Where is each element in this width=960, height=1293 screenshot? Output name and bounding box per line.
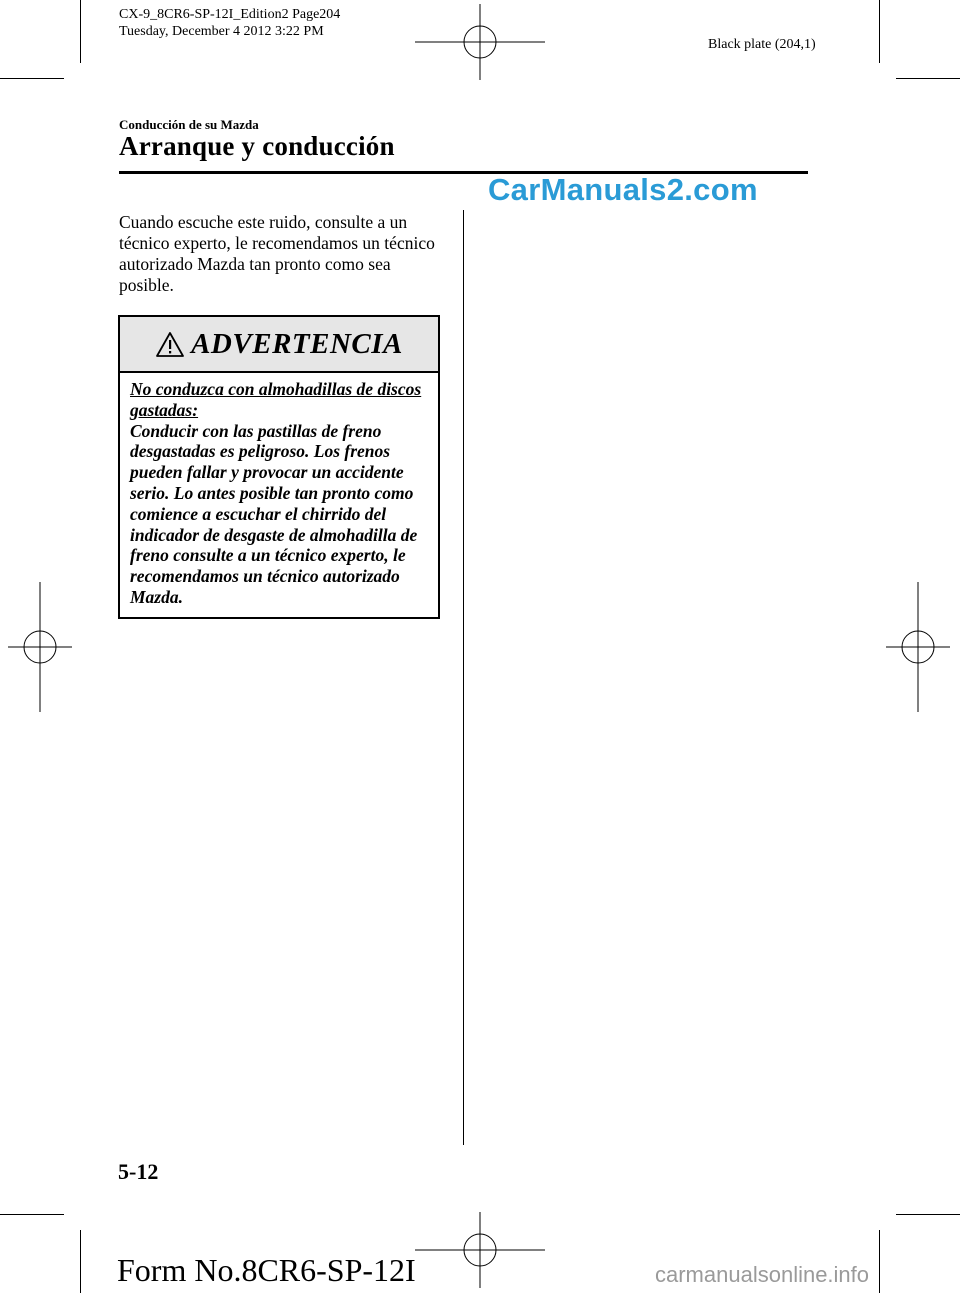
registration-mark-right <box>886 582 950 712</box>
watermark-bottom: carmanualsonline.info <box>655 1262 870 1287</box>
section-label: Conducción de su Mazda <box>119 117 259 132</box>
page-number: 5-12 <box>118 1159 159 1184</box>
warning-body <box>120 373 438 608</box>
body-paragraph: Cuando escuche este ruido, consulte a un técnico experto, le recomendamos un técnico autorizado Mazda tan pronto como sea posible. <box>119 212 435 295</box>
page-title: Arranque y conducción <box>119 131 395 161</box>
registration-mark-left <box>8 582 72 712</box>
print-date-line: Tuesday, December 4 2012 3:22 PM <box>119 24 324 39</box>
registration-mark-bottom <box>415 1212 545 1288</box>
print-file-line: CX-9_8CR6-SP-12I_Edition2 Page204 <box>119 7 341 22</box>
plate-label: Black plate (204,1) <box>708 37 816 52</box>
warning-header <box>120 317 438 373</box>
warning-text: Conducir con las pastillas de freno desgastadas es peligroso. Los frenos pueden fallar y provocar un accidente serio. Lo antes posible tan pronto como comience a escuchar el chirrido del indicador de desgaste de almohadilla de freno consulte a un técnico experto, le recomendamos un técnico autorizado Mazda. <box>130 420 418 607</box>
watermark-top: CarManuals2.com <box>488 172 758 207</box>
warning-title: ADVERTENCIA <box>191 327 403 360</box>
warning-box <box>118 315 440 619</box>
column-divider <box>463 210 464 1145</box>
warning-subheading: No conduzca con almohadillas de discos gastadas: <box>130 379 422 420</box>
registration-mark-top <box>415 4 545 80</box>
form-number: Form No.8CR6-SP-12I <box>117 1252 416 1288</box>
warning-triangle-icon <box>155 331 185 358</box>
